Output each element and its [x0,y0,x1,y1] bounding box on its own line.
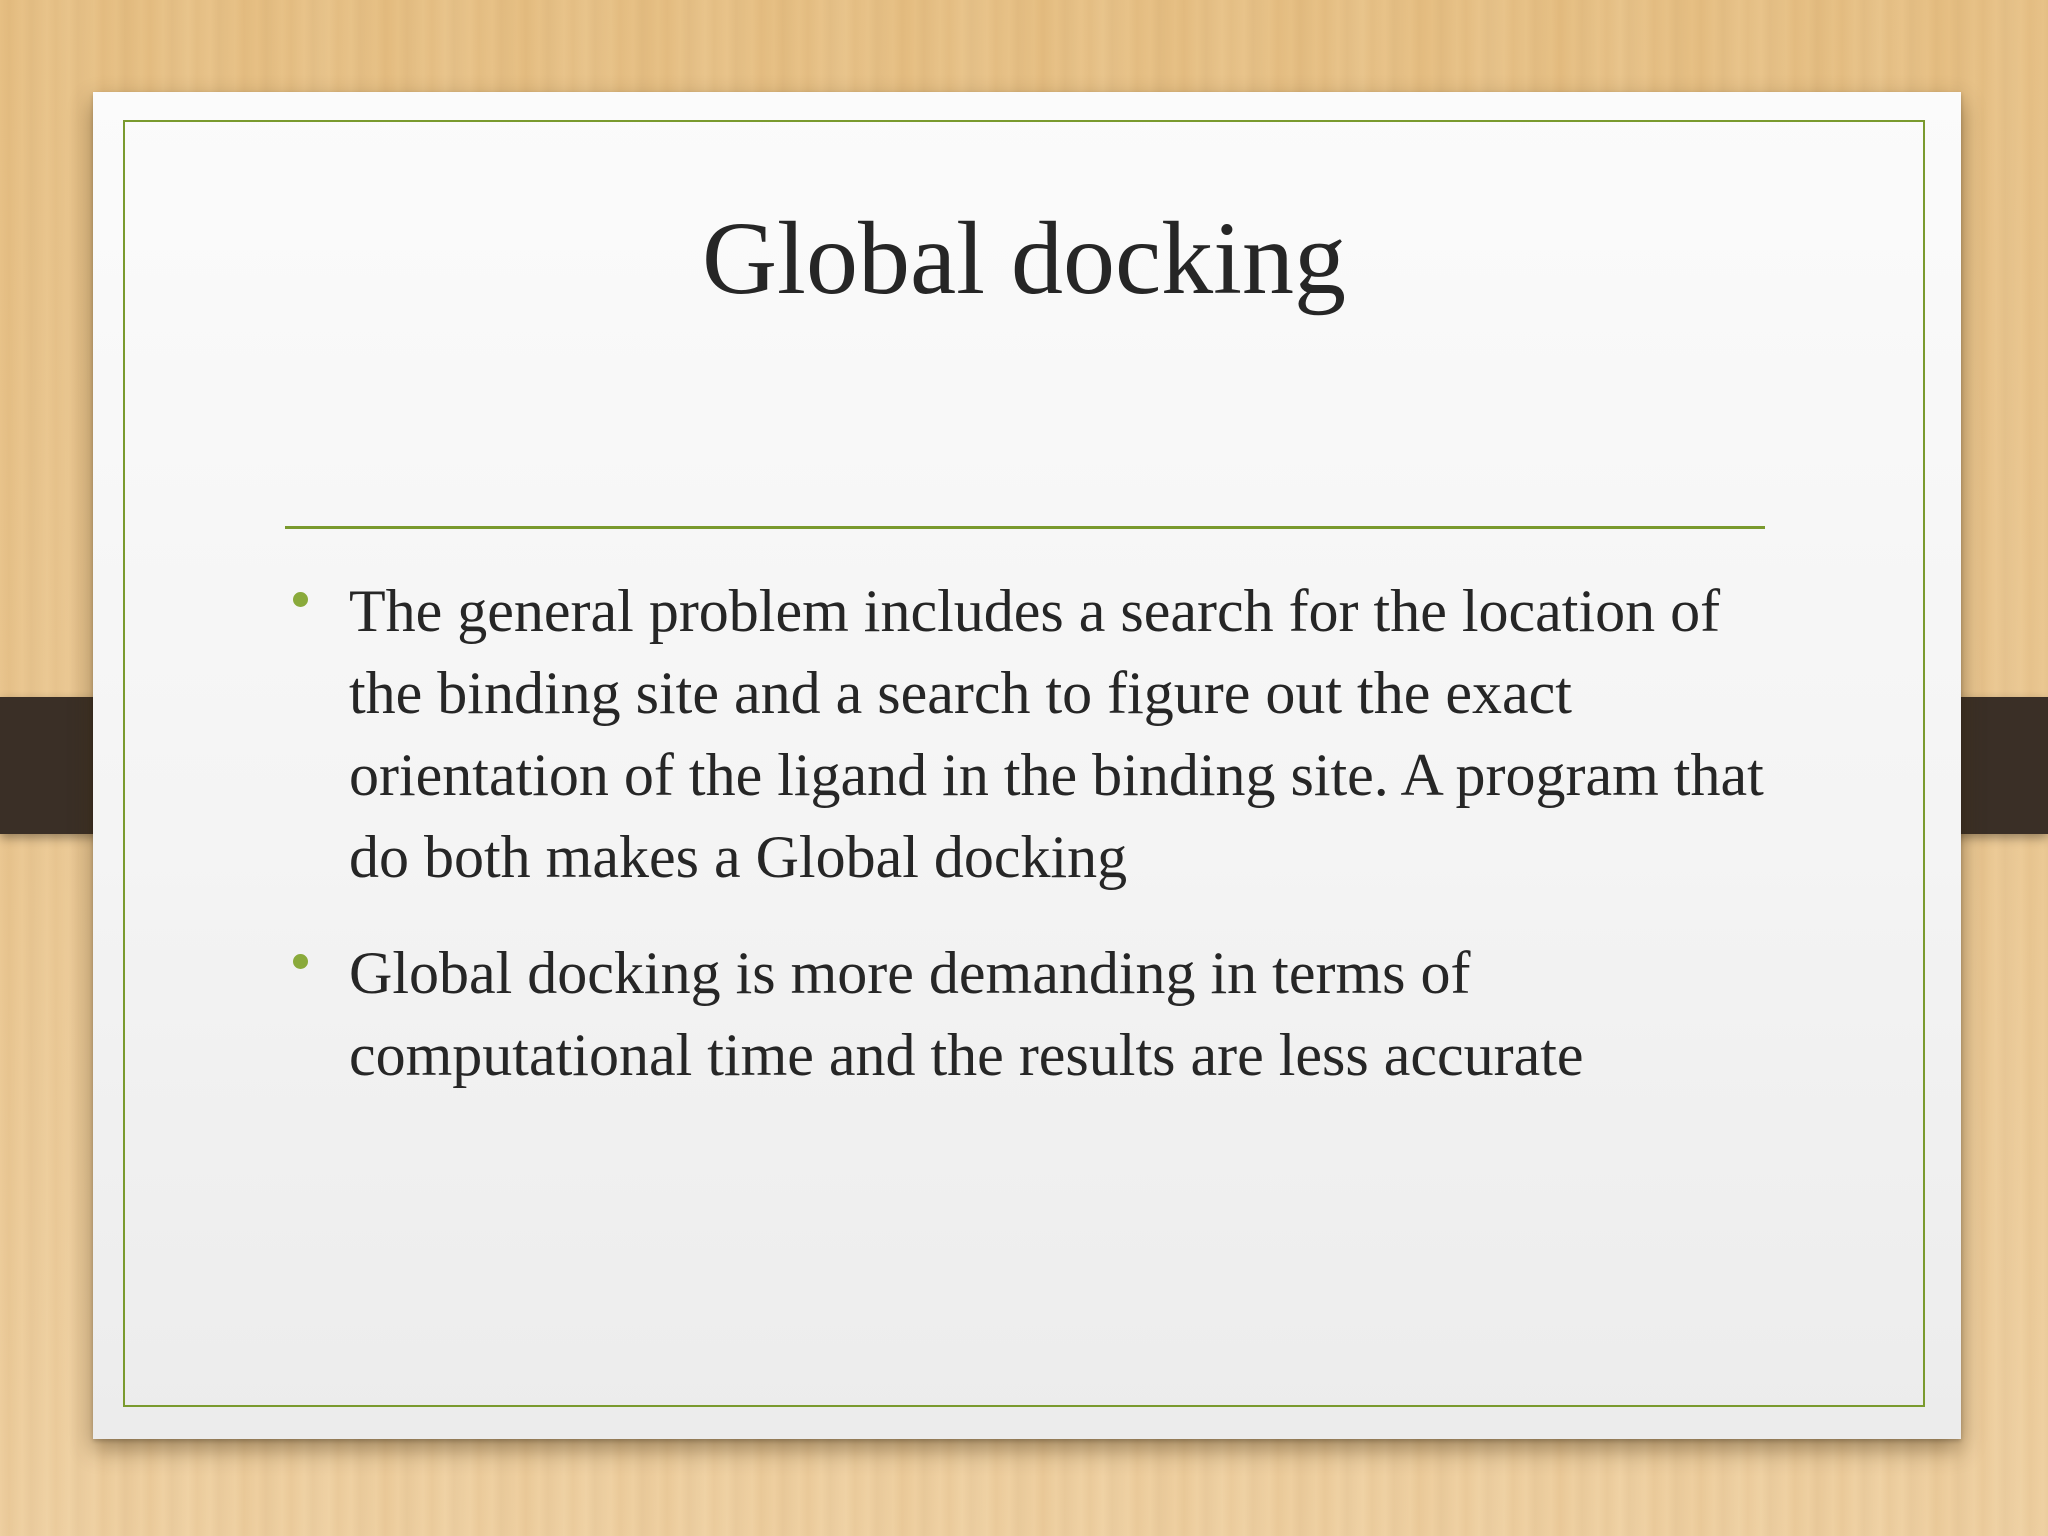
bullet-item [285,570,1785,898]
bullet-text: Global docking is more demanding in terms of computational time and the results are less accurate [349,940,1584,1088]
bullet-item [285,932,1785,1096]
bullet-list [285,570,1785,1130]
title-divider [285,526,1765,529]
bullet-dot-icon [293,954,308,969]
slide-title: Global docking [701,201,1347,316]
bullet-text: The general problem includes a search for the location of the binding site and a search to figure out the exact orientation of the ligand in the binding site. A program that do both makes a Global docking [349,578,1764,890]
bullet-dot-icon [293,592,308,607]
